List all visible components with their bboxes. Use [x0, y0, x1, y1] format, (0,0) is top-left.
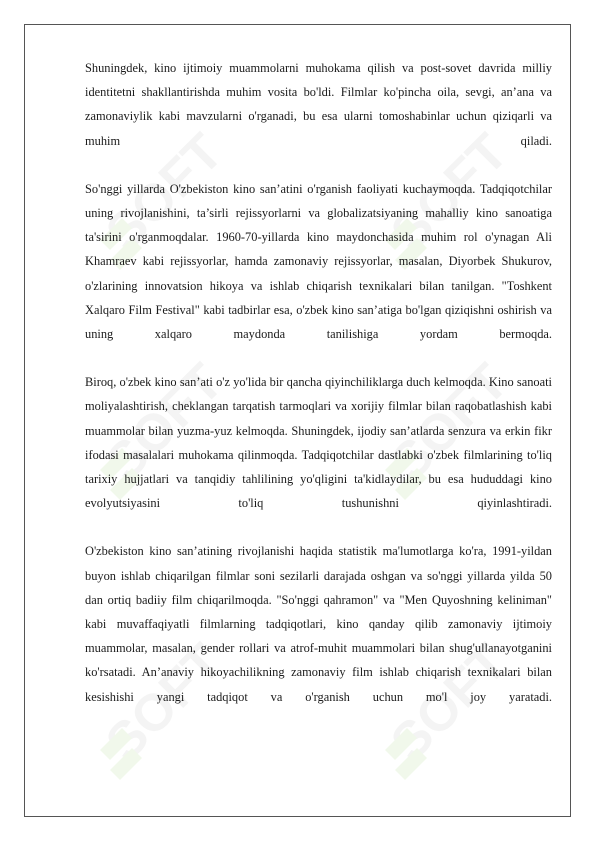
- svg-text:SOFT: SOFT: [380, 633, 520, 773]
- paragraph-1: Shuningdek, kino ijtimoiy muammolarni muhokama qilish va post-sovet davrida milliy identitetni shakllantirishda muhim vosita bo'ldi. Filmlar ko'pincha oila, sevgi, an’ana va zamonaviylik kabi mavzularni o'rganadi, bu esa ularni tomoshabinlar uchun qiziqarli va muhim qiladi.: [85, 61, 552, 148]
- svg-text:SOFT: SOFT: [95, 633, 235, 773]
- svg-text:SOFT: SOFT: [95, 123, 235, 263]
- paragraph-2: So'nggi yillarda O'zbekiston kino san’atini o'rganish faoliyati kuchaymoqda. Tadqiqotchilar uning rivojlanishini, ta’sirli rejissyorlarni va globalizatsiyaning mahalliy kino sanoatiga ta'sirini o'rganmoqdalar. 1960-70-yillarda kino maydonchasida muhim rol o'ynagan Ali Khamraev kabi rejissyorlar, hamda zamonaviy rejissyorlar, masalan, Diyorbek Shukurov, o'zlarining innovatsion hikoya va ishlab chiqarish texnikalari bilan tanilgan. "Toshkent Xalqaro Film Festival" kabi tadbirlar esa, o'zbek kino san’atiga bo'lgan qiziqishni oshirish va uning xalqaro maydonda tanilishiga yordam bermoqda.: [85, 181, 552, 342]
- svg-text:SOFT: SOFT: [380, 123, 520, 263]
- document-body: [85, 56, 552, 709]
- svg-text:SOFT: SOFT: [95, 353, 235, 493]
- paragraph-3: Biroq, o'zbek kino san’ati o'z yo'lida bir qancha qiyinchiliklarga duch kelmoqda. Kino sanoati moliyalashtirish, cheklangan tarqatish tarmoqlari va xorijiy filmlar bilan raqobatlashish kabi muammolar bilan yuzma-yuz kelmoqda. Shuningdek, ijodiy san’atlarda senzura va erkin fikr ifodasi masalalari muhokama qilinmoqda. Tadqiqotchilar dastlabki o'zbek filmlarining to'liq tarixiy hujjatlari va tanqidiy tahlilining yo'qligini ta'kidlaydilar, bu esa hududdagi kino evolyutsiyasini to'liq tushunishni qiyinlashtiradi.: [85, 375, 552, 511]
- paragraph-4: O'zbekiston kino san’atining rivojlanishi haqida statistik ma'lumotlarga ko'ra, 1991-yildan buyon ishlab chiqarilgan filmlar soni sezilarli darajada oshgan va so'nggi yillarda yilda 50 dan ortiq badiiy film chiqarilmoqda. "So'nggi qahramon" va "Men Quyoshning keliniman" kabi muvaffaqiyatli filmlarning tadqiqotlari, kino qanday qilib zamonaviy ijtimoiy muammolar, masalan, gender rollari va atrof-muhit muammolari bilan shug'ullanayotganini ko'rsatadi. An’anaviy hikoyachilikning zamonaviy film ishlab chiqarish texnikalari bilan kesishishi yangi tadqiqot va o'rganish uchun mo'l joy yaratadi.: [85, 544, 552, 704]
- svg-text:SOFT: SOFT: [380, 353, 520, 493]
